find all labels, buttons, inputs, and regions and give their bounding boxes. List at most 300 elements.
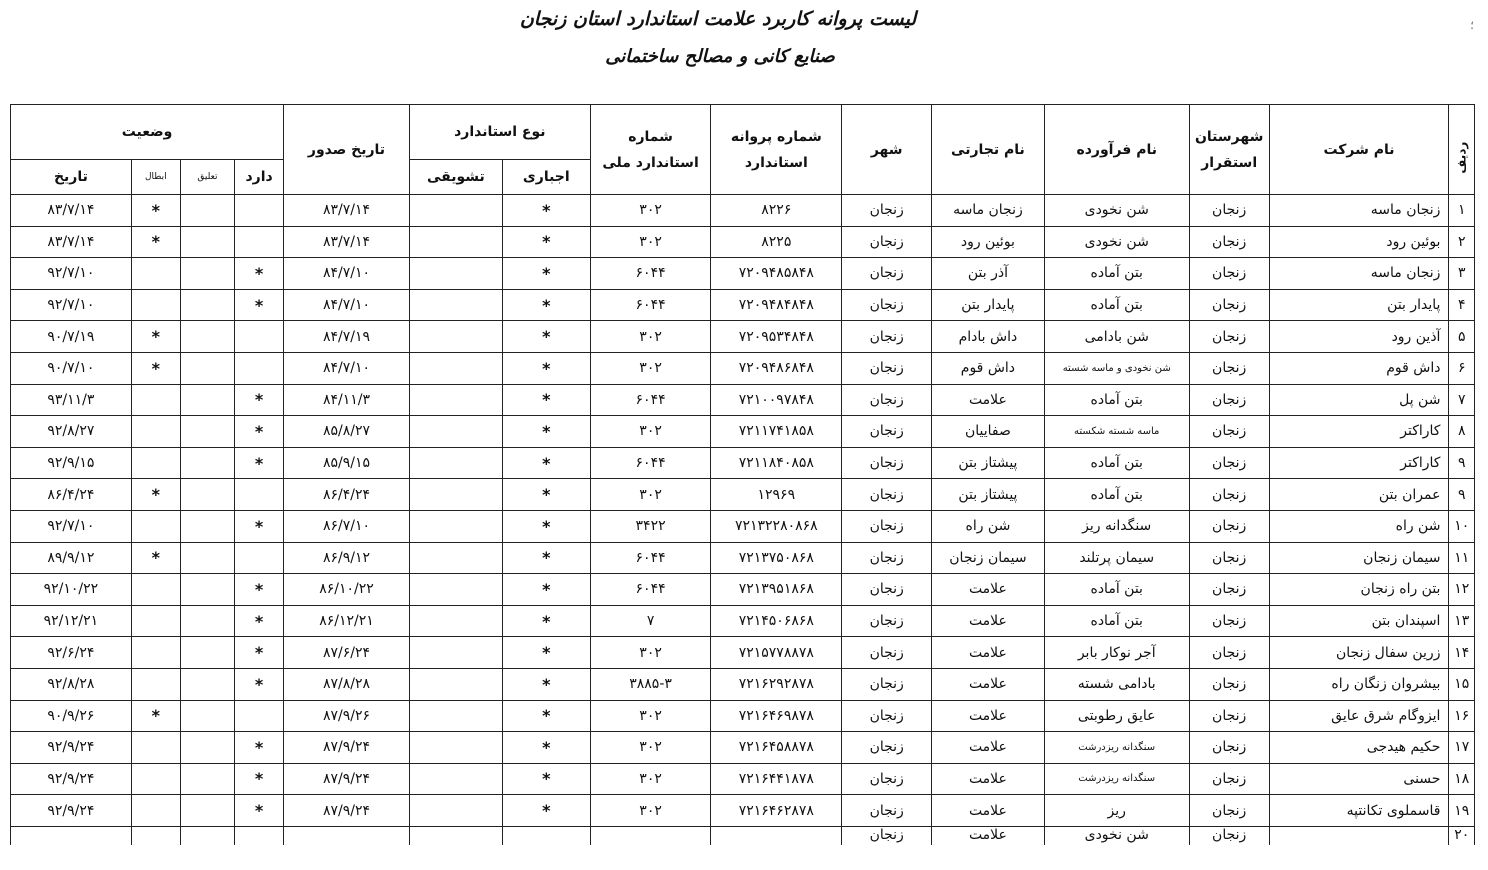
issue-date-cell: ۸۷/۸/۲۸	[284, 668, 410, 700]
table-row	[11, 258, 1475, 290]
mandatory-mark: *	[502, 732, 590, 764]
header-radif: ردیف	[1449, 105, 1475, 195]
row-number-cell: ۱۴	[1449, 637, 1475, 669]
header-standard-type: نوع استاندارد	[409, 105, 590, 160]
license-number-cell: ۷۲۰۹۴۸۵۸۴۸	[711, 258, 842, 290]
suspended-mark	[180, 447, 234, 479]
company-cell: شن پل	[1269, 384, 1449, 416]
table-row	[11, 574, 1475, 606]
company-cell: قاسملوی تکانتپه	[1269, 795, 1449, 827]
national-standard-cell: ۳۰۲	[590, 637, 711, 669]
suspended-mark	[180, 795, 234, 827]
has-mark: *	[235, 384, 284, 416]
license-number-cell: ۷۲۰۹۴۸۴۸۴۸	[711, 289, 842, 321]
national-standard-cell: ۶۰۴۴	[590, 447, 711, 479]
table-row	[11, 321, 1475, 353]
row-number-cell: ۷	[1449, 384, 1475, 416]
license-number-cell: ۷۲۰۹۴۸۶۸۴۸	[711, 352, 842, 384]
row-number-cell: ۱۶	[1449, 700, 1475, 732]
table-row	[11, 826, 1475, 845]
has-mark	[235, 479, 284, 511]
encouraging-mark	[409, 542, 502, 574]
company-cell: بیشروان زنگان راه	[1269, 668, 1449, 700]
city-cell: زنجان	[842, 226, 932, 258]
license-number-cell: ۷۲۱۱۷۴۱۸۵۸	[711, 416, 842, 448]
revoked-mark: *	[131, 542, 180, 574]
suspended-mark	[180, 763, 234, 795]
document-title: لیست پروانه کاربرد علامت استاندارد استان زنجان	[519, 8, 917, 30]
header-status: وضعیت	[11, 105, 284, 160]
revoked-mark	[131, 763, 180, 795]
revoked-mark	[131, 447, 180, 479]
trade-name-cell: علامت	[932, 732, 1044, 764]
header-county: شهرستان استقرار	[1189, 105, 1269, 195]
table-row	[11, 732, 1475, 764]
encouraging-mark	[409, 637, 502, 669]
encouraging-mark	[409, 289, 502, 321]
suspended-mark	[180, 605, 234, 637]
city-cell: زنجان	[842, 700, 932, 732]
product-cell: بتن آماده	[1044, 289, 1189, 321]
national-standard-cell: ۳۰۲	[590, 195, 711, 227]
status-date-cell: ۹۲/۹/۲۴	[11, 732, 132, 764]
license-number-cell: ۷۲۱۶۴۶۹۸۷۸	[711, 700, 842, 732]
product-cell: شن بادامی	[1044, 321, 1189, 353]
mandatory-mark: *	[502, 763, 590, 795]
header-suspended: تعلیق	[180, 160, 234, 195]
row-number-cell: ۲۰	[1449, 826, 1475, 845]
has-mark: *	[235, 605, 284, 637]
suspended-mark	[180, 384, 234, 416]
row-number-cell: ۱۷	[1449, 732, 1475, 764]
product-cell: بتن آماده	[1044, 258, 1189, 290]
license-number-cell: ۷۲۱۳۷۵۰۸۶۸	[711, 542, 842, 574]
has-mark	[235, 195, 284, 227]
county-cell: زنجان	[1189, 479, 1269, 511]
encouraging-mark	[409, 479, 502, 511]
table-row	[11, 289, 1475, 321]
revoked-mark	[131, 668, 180, 700]
product-cell: شن نخودی	[1044, 195, 1189, 227]
license-number-cell: ۸۲۲۶	[711, 195, 842, 227]
suspended-mark	[180, 542, 234, 574]
issue-date-cell: ۸۷/۶/۲۴	[284, 637, 410, 669]
row-number-cell: ۱۱	[1449, 542, 1475, 574]
status-date-cell: ۹۲/۷/۱۰	[11, 289, 132, 321]
revoked-mark: *	[131, 352, 180, 384]
mandatory-mark: *	[502, 668, 590, 700]
row-number-cell: ۱۵	[1449, 668, 1475, 700]
national-standard-cell: ۳۰۲	[590, 479, 711, 511]
header-city: شهر	[842, 105, 932, 195]
product-cell: آجر نوکار بابر	[1044, 637, 1189, 669]
status-date-cell	[11, 826, 132, 845]
issue-date-cell: ۸۴/۷/۱۰	[284, 289, 410, 321]
county-cell: زنجان	[1189, 732, 1269, 764]
national-standard-cell: ۶۰۴۴	[590, 258, 711, 290]
mandatory-mark: *	[502, 416, 590, 448]
national-standard-cell: ۳۰۲	[590, 226, 711, 258]
trade-name-cell: آذر بتن	[932, 258, 1044, 290]
header-date: تاریخ	[11, 160, 132, 195]
header-has: دارد	[235, 160, 284, 195]
status-date-cell: ۹۲/۹/۱۵	[11, 447, 132, 479]
county-cell: زنجان	[1189, 637, 1269, 669]
status-date-cell: ۸۳/۷/۱۴	[11, 226, 132, 258]
header-license-number: شماره پروانه استاندارد	[711, 105, 842, 195]
trade-name-cell: پیشتاز بتن	[932, 447, 1044, 479]
row-number-cell: ۹	[1449, 447, 1475, 479]
has-mark: *	[235, 510, 284, 542]
product-cell: بادامی شسته	[1044, 668, 1189, 700]
national-standard-cell: ۶۰۴۴	[590, 574, 711, 606]
county-cell: زنجان	[1189, 510, 1269, 542]
row-number-cell: ۳	[1449, 258, 1475, 290]
revoked-mark	[131, 510, 180, 542]
suspended-mark	[180, 416, 234, 448]
county-cell: زنجان	[1189, 352, 1269, 384]
license-number-cell: ۷۲۱۳۹۵۱۸۶۸	[711, 574, 842, 606]
trade-name-cell: علامت	[932, 574, 1044, 606]
county-cell: زنجان	[1189, 700, 1269, 732]
header-trade-name: نام تجارتی	[932, 105, 1044, 195]
row-number-cell: ۱۲	[1449, 574, 1475, 606]
national-standard-cell: ۳۰۲	[590, 795, 711, 827]
license-number-cell: ۷۲۱۴۵۰۶۸۶۸	[711, 605, 842, 637]
has-mark: *	[235, 289, 284, 321]
trade-name-cell: داش بادام	[932, 321, 1044, 353]
city-cell: زنجان	[842, 732, 932, 764]
revoked-mark: *	[131, 195, 180, 227]
revoked-mark	[131, 384, 180, 416]
county-cell: زنجان	[1189, 574, 1269, 606]
issue-date-cell: ۸۶/۴/۲۴	[284, 479, 410, 511]
encouraging-mark	[409, 700, 502, 732]
national-standard-cell: ۶۰۴۴	[590, 542, 711, 574]
row-number-cell: ۹	[1449, 479, 1475, 511]
city-cell: زنجان	[842, 795, 932, 827]
header-mandatory: اجباری	[502, 160, 590, 195]
revoked-mark	[131, 637, 180, 669]
license-number-cell: ۷۲۱۶۲۹۲۸۷۸	[711, 668, 842, 700]
table-row	[11, 195, 1475, 227]
suspended-mark	[180, 289, 234, 321]
city-cell: زنجان	[842, 605, 932, 637]
encouraging-mark	[409, 826, 502, 845]
table-row	[11, 384, 1475, 416]
revoked-mark	[131, 795, 180, 827]
encouraging-mark	[409, 732, 502, 764]
header-national-standard: شماره استاندارد ملی	[590, 105, 711, 195]
city-cell: زنجان	[842, 542, 932, 574]
product-cell: عایق رطوبتی	[1044, 700, 1189, 732]
status-date-cell: ۹۲/۹/۲۴	[11, 763, 132, 795]
table-row	[11, 226, 1475, 258]
company-cell: ایزوگام شرق عایق	[1269, 700, 1449, 732]
mandatory-mark: *	[502, 637, 590, 669]
revoked-mark	[131, 605, 180, 637]
city-cell: زنجان	[842, 195, 932, 227]
mandatory-mark: *	[502, 510, 590, 542]
issue-date-cell: ۸۷/۹/۲۴	[284, 732, 410, 764]
encouraging-mark	[409, 384, 502, 416]
has-mark	[235, 700, 284, 732]
product-cell: بتن آماده	[1044, 479, 1189, 511]
issue-date-cell: ۸۶/۷/۱۰	[284, 510, 410, 542]
status-date-cell: ۸۹/۹/۱۲	[11, 542, 132, 574]
status-date-cell: ۹۳/۱۱/۳	[11, 384, 132, 416]
status-date-cell: ۹۲/۶/۲۴	[11, 637, 132, 669]
encouraging-mark	[409, 258, 502, 290]
city-cell: زنجان	[842, 258, 932, 290]
product-cell: شن نخودی	[1044, 826, 1189, 845]
has-mark: *	[235, 795, 284, 827]
mandatory-mark: *	[502, 795, 590, 827]
county-cell: زنجان	[1189, 668, 1269, 700]
product-cell: سنگدانه ریزدرشت	[1044, 732, 1189, 764]
suspended-mark	[180, 352, 234, 384]
status-date-cell: ۹۲/۷/۱۰	[11, 510, 132, 542]
encouraging-mark	[409, 195, 502, 227]
county-cell: زنجان	[1189, 826, 1269, 845]
status-date-cell: ۸۶/۴/۲۴	[11, 479, 132, 511]
has-mark: *	[235, 416, 284, 448]
has-mark	[235, 542, 284, 574]
national-standard-cell: ۳۰۲	[590, 321, 711, 353]
encouraging-mark	[409, 605, 502, 637]
mandatory-mark: *	[502, 479, 590, 511]
issue-date-cell: ۸۷/۹/۲۴	[284, 763, 410, 795]
revoked-mark	[131, 826, 180, 845]
table-row	[11, 763, 1475, 795]
revoked-mark: *	[131, 226, 180, 258]
encouraging-mark	[409, 510, 502, 542]
product-cell: سیمان پرتلند	[1044, 542, 1189, 574]
company-cell	[1269, 826, 1449, 845]
status-date-cell: ۹۲/۸/۲۷	[11, 416, 132, 448]
company-cell: عمران بتن	[1269, 479, 1449, 511]
table-body	[11, 195, 1475, 845]
license-number-cell: ۸۲۲۵	[711, 226, 842, 258]
trade-name-cell: علامت	[932, 384, 1044, 416]
has-mark: *	[235, 258, 284, 290]
issue-date-cell: ۸۴/۱۱/۳	[284, 384, 410, 416]
county-cell: زنجان	[1189, 542, 1269, 574]
trade-name-cell: صفاییان	[932, 416, 1044, 448]
issue-date-cell: ۸۶/۱۰/۲۲	[284, 574, 410, 606]
revoked-mark	[131, 289, 180, 321]
issue-date-cell: ۸۴/۷/۱۰	[284, 352, 410, 384]
suspended-mark	[180, 258, 234, 290]
trade-name-cell: بوئین رود	[932, 226, 1044, 258]
status-date-cell: ۹۲/۱۰/۲۲	[11, 574, 132, 606]
header-revoked: ابطال	[131, 160, 180, 195]
company-cell: زنجان ماسه	[1269, 195, 1449, 227]
county-cell: زنجان	[1189, 321, 1269, 353]
license-number-cell: ۷۲۱۶۴۴۱۸۷۸	[711, 763, 842, 795]
trade-name-cell: علامت	[932, 637, 1044, 669]
status-date-cell: ۹۰/۷/۱۹	[11, 321, 132, 353]
company-cell: کاراکتر	[1269, 447, 1449, 479]
license-number-cell: ۱۲۹۶۹	[711, 479, 842, 511]
issue-date-cell: ۸۶/۹/۱۲	[284, 542, 410, 574]
product-cell: سنگدانه ریز	[1044, 510, 1189, 542]
table-row	[11, 637, 1475, 669]
company-cell: آذین رود	[1269, 321, 1449, 353]
table-row	[11, 542, 1475, 574]
encouraging-mark	[409, 574, 502, 606]
license-number-cell: ۷۲۱۳۲۲۸۰۸۶۸	[711, 510, 842, 542]
license-number-cell	[711, 826, 842, 845]
trade-name-cell: پیشتاز بتن	[932, 479, 1044, 511]
suspended-mark	[180, 826, 234, 845]
company-cell: حسنی	[1269, 763, 1449, 795]
suspended-mark	[180, 226, 234, 258]
document-subtitle: صنایع کانی و مصالح ساختمانی	[605, 46, 835, 67]
row-number-cell: ۱۳	[1449, 605, 1475, 637]
mandatory-mark: *	[502, 258, 590, 290]
license-number-cell: ۷۲۱۵۷۷۸۸۷۸	[711, 637, 842, 669]
city-cell: زنجان	[842, 668, 932, 700]
mandatory-mark: *	[502, 700, 590, 732]
company-cell: حکیم هیدجی	[1269, 732, 1449, 764]
status-date-cell: ۹۰/۷/۱۰	[11, 352, 132, 384]
trade-name-cell: علامت	[932, 668, 1044, 700]
header-issue-date: تاریخ صدور	[284, 105, 410, 195]
product-cell: ریز	[1044, 795, 1189, 827]
header-product: نام فرآورده	[1044, 105, 1189, 195]
issue-date-cell: ۸۴/۷/۱۰	[284, 258, 410, 290]
encouraging-mark	[409, 447, 502, 479]
city-cell: زنجان	[842, 510, 932, 542]
status-date-cell: ۹۲/۱۲/۲۱	[11, 605, 132, 637]
suspended-mark	[180, 700, 234, 732]
has-mark	[235, 321, 284, 353]
issue-date-cell: ۸۷/۹/۲۶	[284, 700, 410, 732]
table-row	[11, 447, 1475, 479]
encouraging-mark	[409, 321, 502, 353]
suspended-mark	[180, 574, 234, 606]
suspended-mark	[180, 479, 234, 511]
county-cell: زنجان	[1189, 795, 1269, 827]
company-cell: زنجان ماسه	[1269, 258, 1449, 290]
has-mark: *	[235, 732, 284, 764]
county-cell: زنجان	[1189, 384, 1269, 416]
header-company: نام شرکت	[1269, 105, 1449, 195]
license-number-cell: ۷۲۱۰۰۹۷۸۴۸	[711, 384, 842, 416]
status-date-cell: ۹۰/۹/۲۶	[11, 700, 132, 732]
table-row	[11, 700, 1475, 732]
mandatory-mark: *	[502, 384, 590, 416]
encouraging-mark	[409, 226, 502, 258]
header-encouraging: تشویقی	[409, 160, 502, 195]
mandatory-mark	[502, 826, 590, 845]
suspended-mark	[180, 195, 234, 227]
mandatory-mark: *	[502, 352, 590, 384]
has-mark	[235, 826, 284, 845]
has-mark: *	[235, 637, 284, 669]
row-number-cell: ۴	[1449, 289, 1475, 321]
mandatory-mark: *	[502, 289, 590, 321]
national-standard-cell: ۳۴۲۲	[590, 510, 711, 542]
county-cell: زنجان	[1189, 195, 1269, 227]
revoked-mark	[131, 732, 180, 764]
trade-name-cell: علامت	[932, 605, 1044, 637]
county-cell: زنجان	[1189, 447, 1269, 479]
national-standard-cell: ۳۰۲	[590, 732, 711, 764]
trade-name-cell: علامت	[932, 763, 1044, 795]
city-cell: زنجان	[842, 352, 932, 384]
city-cell: زنجان	[842, 826, 932, 845]
issue-date-cell: ۸۳/۷/۱۴	[284, 226, 410, 258]
county-cell: زنجان	[1189, 226, 1269, 258]
mandatory-mark: *	[502, 447, 590, 479]
company-cell: بتن راه زنجان	[1269, 574, 1449, 606]
national-standard-cell: ۳۰۲	[590, 700, 711, 732]
suspended-mark	[180, 637, 234, 669]
city-cell: زنجان	[842, 637, 932, 669]
revoked-mark: *	[131, 700, 180, 732]
table-row	[11, 795, 1475, 827]
suspended-mark	[180, 321, 234, 353]
revoked-mark	[131, 574, 180, 606]
city-cell: زنجان	[842, 384, 932, 416]
product-cell: بتن آماده	[1044, 447, 1189, 479]
revoked-mark	[131, 258, 180, 290]
company-cell: شن راه	[1269, 510, 1449, 542]
product-cell: بتن آماده	[1044, 384, 1189, 416]
mandatory-mark: *	[502, 195, 590, 227]
city-cell: زنجان	[842, 447, 932, 479]
encouraging-mark	[409, 763, 502, 795]
row-number-cell: ۵	[1449, 321, 1475, 353]
encouraging-mark	[409, 352, 502, 384]
row-number-cell: ۱	[1449, 195, 1475, 227]
table-row	[11, 605, 1475, 637]
status-date-cell: ۹۲/۸/۲۸	[11, 668, 132, 700]
company-cell: سیمان زنجان	[1269, 542, 1449, 574]
product-cell: شن نخودی	[1044, 226, 1189, 258]
city-cell: زنجان	[842, 763, 932, 795]
trade-name-cell: داش قوم	[932, 352, 1044, 384]
city-cell: زنجان	[842, 416, 932, 448]
company-cell: داش قوم	[1269, 352, 1449, 384]
mandatory-mark: *	[502, 321, 590, 353]
table-row	[11, 479, 1475, 511]
issue-date-cell: ۸۴/۷/۱۹	[284, 321, 410, 353]
has-mark: *	[235, 763, 284, 795]
row-number-cell: ۱۸	[1449, 763, 1475, 795]
issue-date-cell: ۸۵/۹/۱۵	[284, 447, 410, 479]
encouraging-mark	[409, 795, 502, 827]
county-cell: زنجان	[1189, 763, 1269, 795]
suspended-mark	[180, 668, 234, 700]
suspended-mark	[180, 510, 234, 542]
product-cell: سنگدانه ریزدرشت	[1044, 763, 1189, 795]
county-cell: زنجان	[1189, 605, 1269, 637]
row-number-cell: ۶	[1449, 352, 1475, 384]
table-row	[11, 510, 1475, 542]
status-date-cell: ۸۳/۷/۱۴	[11, 195, 132, 227]
product-cell: بتن آماده	[1044, 574, 1189, 606]
city-cell: زنجان	[842, 321, 932, 353]
encouraging-mark	[409, 416, 502, 448]
city-cell: زنجان	[842, 479, 932, 511]
issue-date-cell: ۸۳/۷/۱۴	[284, 195, 410, 227]
national-standard-cell	[590, 826, 711, 845]
company-cell: پایدار بتن	[1269, 289, 1449, 321]
county-cell: زنجان	[1189, 258, 1269, 290]
